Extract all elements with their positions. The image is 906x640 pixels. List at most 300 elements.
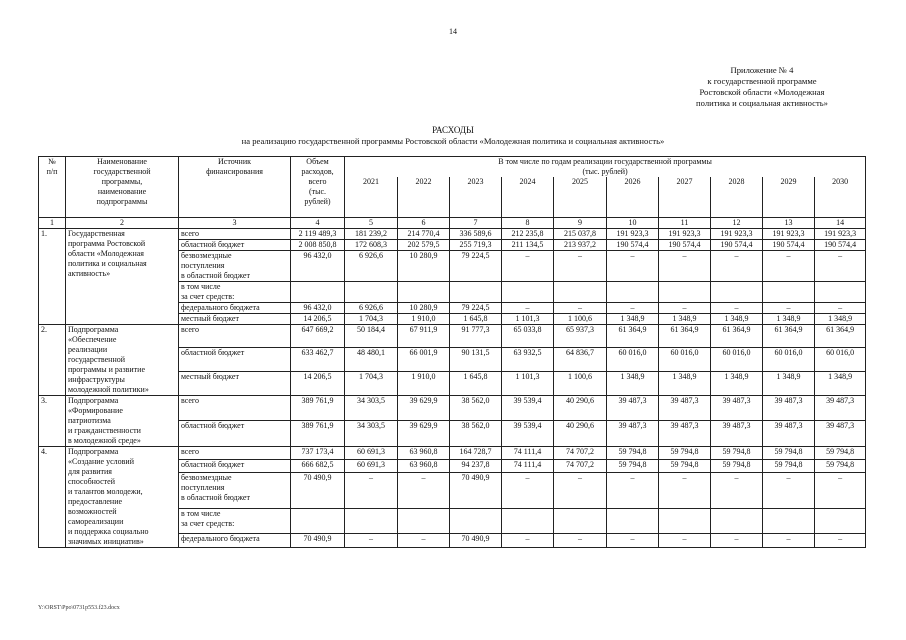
value-text: – bbox=[682, 302, 687, 312]
year-header bbox=[659, 177, 711, 217]
program-name-line: программы и развитие bbox=[68, 364, 145, 374]
value-text: 1 348,9 bbox=[776, 313, 801, 323]
value-text: – bbox=[786, 534, 791, 544]
value-text: – bbox=[682, 534, 687, 544]
year-value bbox=[659, 313, 711, 324]
value-text: 79 224,5 bbox=[461, 302, 490, 312]
column-number-text: 5 bbox=[369, 217, 373, 227]
year-value bbox=[659, 446, 711, 459]
year-value bbox=[450, 395, 502, 421]
value-text: 70 490,9 bbox=[303, 472, 332, 482]
value-text: 39 487,3 bbox=[722, 421, 751, 430]
table-body bbox=[39, 157, 866, 548]
year-value bbox=[763, 324, 815, 348]
expenditure-table bbox=[38, 156, 866, 548]
column-number bbox=[554, 217, 607, 228]
value-text: 191 923,3 bbox=[668, 228, 701, 238]
header-by-years bbox=[345, 157, 866, 178]
value-text: 40 290,6 bbox=[566, 421, 594, 430]
year-value bbox=[345, 421, 398, 447]
value-text: 647 669,2 bbox=[301, 324, 334, 334]
year-label: 2028 bbox=[728, 177, 745, 186]
year-value bbox=[450, 302, 502, 313]
year-value bbox=[554, 313, 607, 324]
year-value bbox=[554, 281, 607, 302]
year-value bbox=[345, 459, 398, 472]
year-value bbox=[711, 313, 763, 324]
value-text: 1 348,9 bbox=[724, 313, 749, 323]
value-text: 2 008 850,8 bbox=[298, 239, 337, 249]
header-name bbox=[66, 157, 179, 218]
program-name bbox=[66, 446, 179, 547]
year-value bbox=[659, 324, 711, 348]
total-value bbox=[291, 446, 345, 459]
value-text: 64 836,7 bbox=[566, 348, 594, 358]
year-value bbox=[450, 421, 502, 447]
column-number bbox=[815, 217, 866, 228]
column-number bbox=[179, 217, 291, 228]
year-value bbox=[345, 446, 398, 459]
value-text: 1 645,8 bbox=[463, 371, 488, 381]
year-value bbox=[711, 472, 763, 509]
value-text: 59 794,8 bbox=[618, 459, 647, 469]
value-text: 66 001,9 bbox=[409, 348, 438, 358]
program-name-line: и талантов молодежи, bbox=[68, 486, 143, 496]
year-value bbox=[345, 302, 398, 313]
funding-source bbox=[179, 421, 291, 447]
year-value bbox=[398, 324, 450, 348]
funding-source bbox=[179, 446, 291, 459]
value-text: – bbox=[734, 302, 739, 312]
year-value bbox=[607, 239, 659, 250]
value-text: 59 794,8 bbox=[618, 446, 647, 456]
value-text: 63 960,8 bbox=[409, 459, 438, 469]
value-text: 74 111,4 bbox=[513, 446, 542, 456]
funding-source-line: областной бюджет bbox=[181, 459, 245, 469]
year-header bbox=[554, 177, 607, 217]
program-name-line: Государственная bbox=[68, 228, 125, 238]
value-text: – bbox=[421, 534, 426, 544]
year-value bbox=[450, 313, 502, 324]
value-text: 389 761,9 bbox=[301, 395, 334, 405]
column-number-text: 3 bbox=[232, 217, 237, 227]
year-value bbox=[345, 371, 398, 395]
value-text: 39 487,3 bbox=[826, 395, 855, 405]
column-number-text: 12 bbox=[732, 217, 741, 227]
funding-source-line: поступления bbox=[181, 482, 225, 492]
column-number-text: 9 bbox=[578, 217, 582, 227]
value-text: 59 794,8 bbox=[774, 446, 803, 456]
value-text: – bbox=[786, 250, 791, 260]
value-text: 1 910,0 bbox=[411, 371, 436, 381]
value-text: 65 937,3 bbox=[566, 324, 594, 334]
year-value bbox=[659, 472, 711, 509]
value-text: 336 589,6 bbox=[459, 228, 492, 238]
value-text: 63 960,8 bbox=[409, 446, 438, 456]
total-value bbox=[291, 395, 345, 421]
year-header bbox=[607, 177, 659, 217]
column-number bbox=[711, 217, 763, 228]
year-value bbox=[607, 509, 659, 534]
year-value bbox=[659, 534, 711, 547]
year-value bbox=[711, 250, 763, 281]
funding-source-line: всего bbox=[181, 324, 200, 334]
year-value bbox=[502, 446, 554, 459]
total-value bbox=[291, 302, 345, 313]
funding-source-line: всего bbox=[181, 228, 200, 238]
funding-source bbox=[179, 371, 291, 395]
funding-source bbox=[179, 459, 291, 472]
value-text: 60 016,0 bbox=[618, 348, 647, 358]
value-text: 39 539,4 bbox=[513, 395, 542, 405]
header-source bbox=[179, 157, 291, 218]
row-number-text: 2. bbox=[41, 324, 47, 334]
year-value bbox=[763, 395, 815, 421]
header-text: Объем bbox=[306, 157, 329, 166]
year-value bbox=[607, 472, 659, 509]
year-value bbox=[450, 324, 502, 348]
column-number-text: 11 bbox=[680, 217, 689, 227]
value-text: 164 728,7 bbox=[459, 446, 492, 456]
value-text: – bbox=[525, 250, 530, 260]
year-value bbox=[398, 472, 450, 509]
funding-source bbox=[179, 302, 291, 313]
year-value bbox=[450, 250, 502, 281]
year-value bbox=[815, 250, 866, 281]
year-label: 2022 bbox=[415, 177, 432, 186]
value-text: 1 100,6 bbox=[568, 313, 592, 323]
year-value bbox=[763, 281, 815, 302]
year-value bbox=[502, 371, 554, 395]
year-value bbox=[450, 446, 502, 459]
value-text: – bbox=[682, 250, 687, 260]
year-value bbox=[345, 228, 398, 239]
appendix-line: Приложение № 4 bbox=[730, 65, 794, 75]
value-text: 96 432,0 bbox=[303, 250, 332, 260]
year-value bbox=[815, 371, 866, 395]
value-text: 50 184,4 bbox=[357, 324, 385, 334]
header-text: подпрограммы bbox=[96, 197, 148, 206]
funding-source bbox=[179, 281, 291, 302]
column-number-text: 2 bbox=[120, 217, 124, 227]
value-text: – bbox=[630, 534, 635, 544]
year-value bbox=[763, 459, 815, 472]
funding-source-line: в том числе bbox=[181, 509, 221, 519]
document-subtitle: на реализацию государственной программы Ростовской области «Молодежная политика и социальная активность» bbox=[241, 136, 665, 146]
year-value bbox=[450, 459, 502, 472]
value-text: 60 691,3 bbox=[357, 446, 385, 456]
row-number bbox=[39, 324, 66, 395]
year-value bbox=[659, 395, 711, 421]
total-value bbox=[291, 509, 345, 534]
year-value bbox=[815, 324, 866, 348]
year-value bbox=[345, 348, 398, 372]
header-text: (тыс. bbox=[308, 187, 327, 196]
year-value bbox=[450, 371, 502, 395]
year-value bbox=[554, 239, 607, 250]
file-path: Y:\ORST\Ppo\0731p553.f23.docx bbox=[38, 605, 120, 611]
value-text: 1 101,3 bbox=[515, 313, 540, 323]
value-text: 38 562,0 bbox=[461, 395, 490, 405]
program-name-line: реализации bbox=[68, 344, 108, 354]
funding-source bbox=[179, 534, 291, 547]
program-name-line: политика и социальная bbox=[68, 258, 147, 268]
value-text: – bbox=[525, 472, 530, 482]
program-name-line: «Обеспечение bbox=[68, 334, 117, 344]
row-number bbox=[39, 395, 66, 446]
value-text: 60 016,0 bbox=[722, 348, 751, 358]
year-value bbox=[502, 250, 554, 281]
value-text: 190 574,4 bbox=[772, 239, 805, 249]
year-value bbox=[815, 472, 866, 509]
value-text: 666 682,5 bbox=[301, 459, 334, 469]
header-text: расходов, bbox=[301, 167, 334, 176]
year-value bbox=[711, 534, 763, 547]
year-value bbox=[554, 371, 607, 395]
year-value bbox=[815, 534, 866, 547]
program-name bbox=[66, 324, 179, 395]
column-number bbox=[450, 217, 502, 228]
value-text: – bbox=[421, 472, 426, 482]
total-value bbox=[291, 472, 345, 509]
program-name-line: в молодежной среде» bbox=[68, 435, 141, 445]
year-value bbox=[450, 281, 502, 302]
table-row bbox=[39, 446, 866, 459]
year-label: 2023 bbox=[467, 177, 484, 186]
header-row bbox=[39, 157, 866, 178]
value-text: 39 487,3 bbox=[774, 421, 803, 430]
header-text: всего bbox=[308, 177, 327, 186]
row-number-text: 4. bbox=[41, 446, 47, 456]
value-text: 70 490,9 bbox=[303, 534, 332, 544]
year-value bbox=[450, 509, 502, 534]
program-name-line: способностей bbox=[68, 476, 116, 486]
value-text: 61 364,9 bbox=[774, 324, 803, 334]
value-text: 212 235,8 bbox=[511, 228, 544, 238]
year-value bbox=[711, 348, 763, 372]
value-text: – bbox=[525, 302, 530, 312]
value-text: – bbox=[369, 472, 373, 482]
value-text: 96 432,0 bbox=[303, 302, 332, 312]
year-value bbox=[763, 371, 815, 395]
value-text: – bbox=[630, 250, 635, 260]
value-text: 60 016,0 bbox=[774, 348, 803, 358]
value-text: – bbox=[838, 534, 843, 544]
year-label: 2030 bbox=[832, 177, 849, 186]
value-text: 94 237,8 bbox=[461, 459, 490, 469]
value-text: 1 348,9 bbox=[672, 313, 697, 323]
year-value bbox=[815, 509, 866, 534]
value-text: 91 777,3 bbox=[461, 324, 490, 334]
value-text: 74 707,2 bbox=[566, 459, 594, 469]
funding-source-line: поступления bbox=[181, 260, 225, 270]
year-value bbox=[554, 509, 607, 534]
value-text: 190 574,4 bbox=[720, 239, 753, 249]
year-value bbox=[398, 313, 450, 324]
year-value bbox=[815, 459, 866, 472]
program-name-line: самореализации bbox=[68, 516, 124, 526]
year-value bbox=[398, 228, 450, 239]
total-value bbox=[291, 371, 345, 395]
year-value bbox=[345, 324, 398, 348]
column-number bbox=[66, 217, 179, 228]
program-name bbox=[66, 395, 179, 446]
year-value bbox=[659, 302, 711, 313]
header-text: В том числе по годам реализации государственной программы bbox=[498, 157, 712, 166]
year-value bbox=[345, 395, 398, 421]
value-text: – bbox=[786, 302, 791, 312]
program-name-line: Подпрограмма bbox=[68, 446, 119, 456]
year-value bbox=[554, 324, 607, 348]
program-name-line: Подпрограмма bbox=[68, 395, 119, 405]
header-text: Наименование bbox=[97, 157, 147, 166]
row-number bbox=[39, 446, 66, 547]
funding-source bbox=[179, 250, 291, 281]
year-label: 2027 bbox=[676, 177, 693, 186]
value-text: 39 487,3 bbox=[670, 395, 699, 405]
value-text: 59 794,8 bbox=[774, 459, 803, 469]
year-value bbox=[815, 421, 866, 447]
program-name-line: «Создание условий bbox=[68, 456, 134, 466]
value-text: 67 911,9 bbox=[409, 324, 438, 334]
column-numbers-row bbox=[39, 217, 866, 228]
year-value bbox=[554, 534, 607, 547]
year-header bbox=[711, 177, 763, 217]
value-text: – bbox=[786, 472, 791, 482]
year-value bbox=[450, 472, 502, 509]
year-value bbox=[398, 509, 450, 534]
value-text: 34 303,5 bbox=[357, 421, 385, 430]
year-value bbox=[763, 534, 815, 547]
year-value bbox=[554, 472, 607, 509]
header-text: наименование bbox=[97, 187, 147, 196]
header-text: программы, bbox=[101, 177, 143, 186]
value-text: 63 932,5 bbox=[513, 348, 542, 358]
page-number: 14 bbox=[449, 27, 457, 36]
funding-source-line: областной бюджет bbox=[181, 348, 245, 358]
value-text: 214 770,4 bbox=[407, 228, 440, 238]
value-text: 59 794,8 bbox=[670, 459, 699, 469]
year-value bbox=[398, 250, 450, 281]
year-value bbox=[554, 459, 607, 472]
column-number-text: 13 bbox=[784, 217, 793, 227]
column-number bbox=[39, 217, 66, 228]
year-value bbox=[763, 250, 815, 281]
year-value bbox=[398, 302, 450, 313]
year-value bbox=[345, 281, 398, 302]
value-text: – bbox=[525, 534, 530, 544]
value-text: 1 348,9 bbox=[620, 313, 645, 323]
value-text: 74 707,2 bbox=[566, 446, 594, 456]
year-value bbox=[711, 324, 763, 348]
year-value bbox=[554, 228, 607, 239]
year-value bbox=[763, 509, 815, 534]
program-name-line: инфраструктуры bbox=[68, 374, 125, 384]
year-header bbox=[763, 177, 815, 217]
year-value bbox=[607, 281, 659, 302]
funding-source-line: всего bbox=[181, 446, 200, 456]
year-value bbox=[607, 302, 659, 313]
column-number-text: 4 bbox=[315, 217, 320, 227]
program-name-line: возможностей bbox=[68, 506, 117, 516]
year-value bbox=[659, 371, 711, 395]
year-header bbox=[815, 177, 866, 217]
funding-source-line: местный бюджет bbox=[181, 371, 239, 381]
year-value bbox=[711, 459, 763, 472]
year-value bbox=[502, 281, 554, 302]
program-name-line: государственной bbox=[68, 354, 126, 364]
value-text: – bbox=[838, 302, 843, 312]
column-number-text: 1 bbox=[50, 217, 54, 227]
value-text: 1 348,9 bbox=[724, 371, 749, 381]
value-text: 60 691,3 bbox=[357, 459, 385, 469]
program-name-line: патриотизма bbox=[68, 415, 111, 425]
value-text: 40 290,6 bbox=[566, 395, 594, 405]
value-text: 633 462,7 bbox=[301, 348, 334, 358]
column-number-text: 7 bbox=[473, 217, 478, 227]
value-text: 1 348,9 bbox=[828, 371, 853, 381]
value-text: 60 016,0 bbox=[670, 348, 699, 358]
year-value bbox=[398, 534, 450, 547]
value-text: 61 364,9 bbox=[670, 324, 699, 334]
funding-source-line: областной бюджет bbox=[181, 239, 245, 249]
value-text: 191 923,3 bbox=[720, 228, 753, 238]
value-text: 191 923,3 bbox=[616, 228, 649, 238]
year-value bbox=[502, 395, 554, 421]
column-number bbox=[398, 217, 450, 228]
year-value bbox=[659, 421, 711, 447]
year-value bbox=[815, 281, 866, 302]
value-text: 39 487,3 bbox=[618, 395, 647, 405]
year-value bbox=[345, 250, 398, 281]
year-header bbox=[345, 177, 398, 217]
funding-source-line: федерального бюджета bbox=[181, 534, 260, 544]
year-label: 2021 bbox=[363, 177, 379, 186]
appendix-line: политика и социальная активность» bbox=[696, 98, 828, 108]
funding-source-line: безвозмездные bbox=[181, 472, 232, 482]
header-text: № bbox=[48, 157, 56, 166]
funding-source bbox=[179, 239, 291, 250]
year-value bbox=[659, 239, 711, 250]
year-label: 2029 bbox=[780, 177, 797, 186]
year-value bbox=[607, 348, 659, 372]
funding-source bbox=[179, 228, 291, 239]
table-row bbox=[39, 324, 866, 348]
value-text: 65 033,8 bbox=[513, 324, 542, 334]
value-text: 39 487,3 bbox=[826, 421, 855, 430]
column-number bbox=[502, 217, 554, 228]
value-text: 61 364,9 bbox=[618, 324, 647, 334]
header-volume bbox=[291, 157, 345, 218]
value-text: 2 119 489,3 bbox=[298, 228, 337, 238]
program-name-line: области «Молодежная bbox=[68, 248, 144, 258]
value-text: 1 704,3 bbox=[359, 313, 383, 323]
value-text: 38 562,0 bbox=[461, 421, 490, 430]
year-value bbox=[502, 228, 554, 239]
funding-source-line: за счет средств: bbox=[181, 291, 235, 301]
column-number bbox=[291, 217, 345, 228]
year-header bbox=[398, 177, 450, 217]
value-text: 389 761,9 bbox=[301, 421, 334, 430]
funding-source-line: в областной бюджет bbox=[181, 492, 250, 502]
year-value bbox=[450, 534, 502, 547]
year-value bbox=[815, 313, 866, 324]
header-text: рублей) bbox=[304, 197, 331, 206]
program-name bbox=[66, 228, 179, 324]
column-number-text: 8 bbox=[525, 217, 530, 227]
year-value bbox=[398, 459, 450, 472]
value-text: – bbox=[578, 302, 582, 312]
